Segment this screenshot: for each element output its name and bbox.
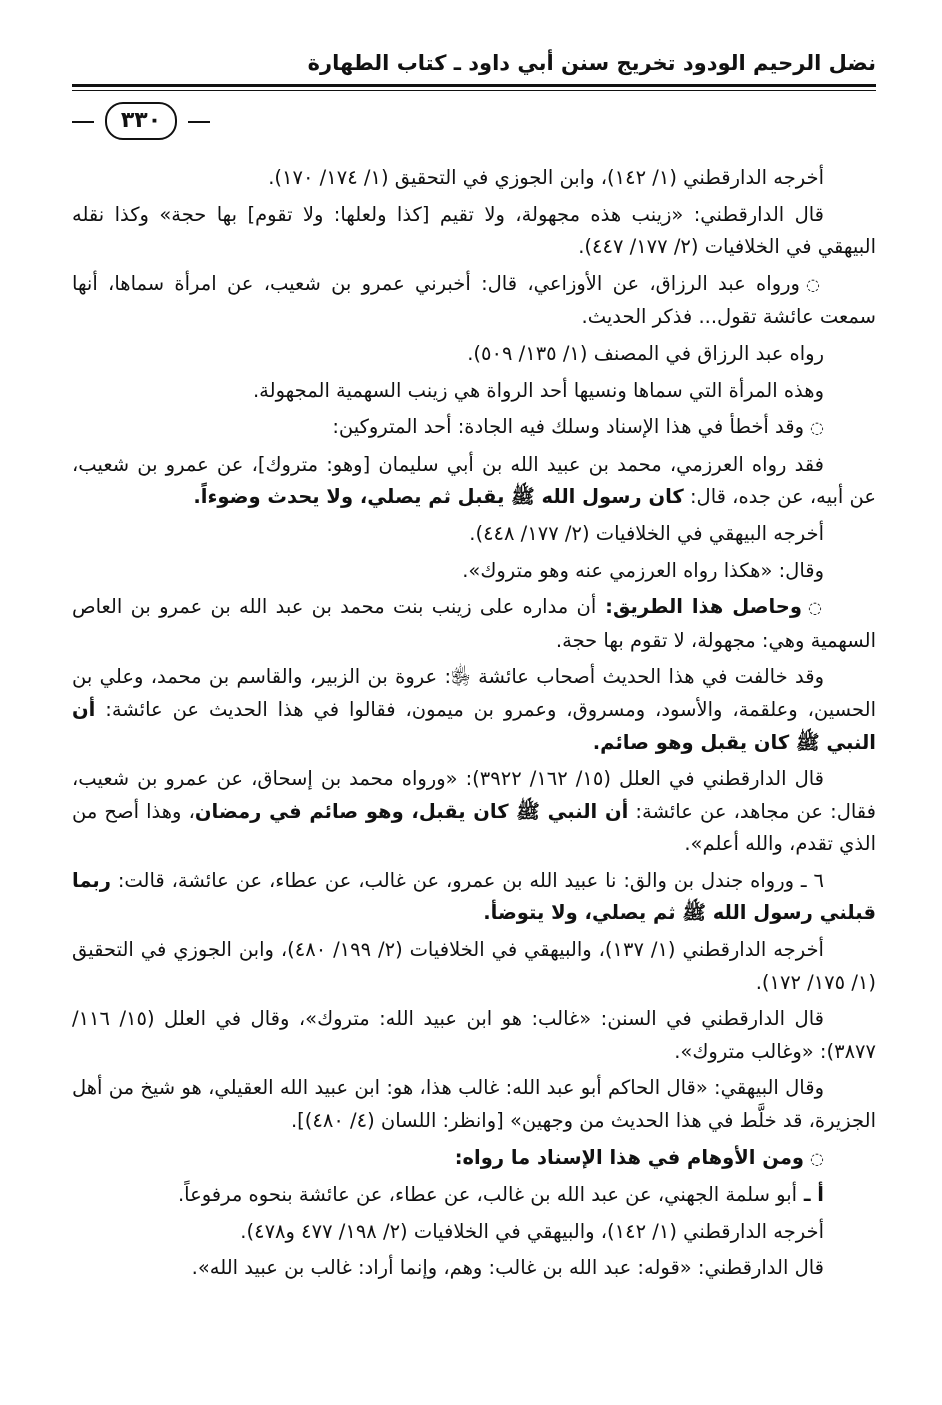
paragraph-8 — [72, 518, 876, 551]
page-body — [72, 162, 876, 1285]
paragraph-text: وقد أخطأ في هذا الإسناد وسلك فيه الجادة: أحد المتروكين: — [332, 415, 805, 439]
paragraph-text: ٦ ـ ورواه جندل بن والق: نا عبيد الله بن عمرو، عن غالب، عن عطاء، عن عائشة، قالت: — [110, 868, 824, 892]
paragraph-text: أخرجه البيهقي في الخلافيات (٢/ ١٧٧/ ٤٤٨). — [469, 521, 824, 545]
paragraph-3 — [72, 268, 876, 334]
section-lead: وحاصل هذا الطريق: — [596, 595, 802, 619]
hadith-text: أن النبي ﷺ كان يقبل، وهو صائم في رمضان — [194, 799, 629, 823]
section-lead: ومن الأوهام في هذا الإسناد ما رواه: — [454, 1145, 805, 1169]
paragraph-18 — [72, 1179, 876, 1212]
page-header — [72, 40, 876, 133]
paragraph-1 — [72, 162, 876, 195]
paragraph-20 — [72, 1252, 876, 1285]
paragraph-13 — [72, 865, 876, 930]
hadith-text: كان رسول الله ﷺ يقبل ثم يصلي، ولا يحدث وضوءاً. — [193, 485, 684, 509]
paragraph-15 — [72, 1003, 876, 1068]
paragraph-10 — [72, 591, 876, 657]
paragraph-text: أخرجه الدارقطني (١/ ١٤٢)، وابن الجوزي في التحقيق (١/ ١٧٤/ ١٧٠). — [268, 166, 824, 189]
paragraph-4 — [72, 338, 876, 371]
paragraph-11 — [72, 661, 876, 759]
header-rule-thick — [72, 84, 876, 87]
paragraph-text: رواه عبد الرزاق في المصنف (١/ ١٣٥/ ٥٠٩). — [467, 341, 824, 365]
paragraph-text: ، وهذا أصح من الذي تقدم، والله أعلم». — [72, 799, 876, 856]
paragraph-text: وهذه المرأة التي سماها ونسيها أحد الرواة هي زينب السهمية المجهولة. — [252, 378, 824, 402]
paragraph-text: قال الدارقطني في السنن: «غالب: هو ابن عبيد الله: متروك»، وقال في العلل (١٥/ ١١٦/ ٣٨٧٧): «وغالب متروك». — [72, 1007, 876, 1063]
paragraph-text: وقال: «هكذا رواه العرزمي عنه وهو متروك». — [462, 558, 824, 582]
ornament-line-left — [72, 121, 94, 123]
paragraph-16 — [72, 1072, 876, 1137]
paragraph-text: أخرجه الدارقطني (١/ ١٤٢)، والبيهقي في الخلافيات (٢/ ١٩٨/ ٤٧٧ و٤٧٨). — [240, 1219, 824, 1243]
paragraph-text: قال الدارقطني: «زينب هذه مجهولة، ولا تقيم [كذا ولعلها: ولا تقوم] بها حجة» وكذا نقله البيهقي في الخلافيات (٢/ ١٧٧/ ٤٤٧). — [72, 202, 876, 259]
paragraph-14 — [72, 934, 876, 999]
hadith-text: ربما قبلني رسول الله ﷺ ثم يصلي، ولا يتوضأ. — [72, 868, 876, 925]
page-number: ٣٣٠ — [105, 102, 177, 140]
bullet-icon: ◌ — [810, 1148, 824, 1168]
paragraph-text: قال الدارقطني: «قوله: عبد الله بن غالب: وهم، وإنما أراد: غالب بن عبيد الله». — [191, 1256, 824, 1280]
ornament-line-right — [188, 121, 210, 123]
paragraph-5 — [72, 375, 876, 408]
page-number-ornament — [72, 98, 210, 144]
paragraph-text: وقد خالفت في هذا الحديث أصحاب عائشة ﵂: عروة بن الزبير، والقاسم بن محمد، وعلي بن الحسين، وعلقمة، والأسود، ومسروق، وعمرو بن ميمون، فقالوا في هذا الحديث عن عائشة: — [72, 665, 876, 721]
paragraph-text: وقال البيهقي: «قال الحاكم أبو عبد الله: غالب هذا، هو: ابن عبيد الله العقيلي، هو شيخ من أهل الجزيرة، قد خلَّط في هذا الحديث من وجهين» [وانظر: اللسان (٤/ ٤٨٠)]. — [72, 1076, 876, 1133]
paragraph-7 — [72, 449, 876, 514]
paragraph-17 — [72, 1142, 876, 1176]
bullet-icon: ◌ — [810, 418, 824, 438]
paragraph-text: أخرجه الدارقطني (١/ ١٣٧)، والبيهقي في الخلافيات (٢/ ١٩٩/ ٤٨٠)، وابن الجوزي في التحقيق (١/ ١٧٥/ ١٧٢). — [72, 938, 876, 994]
paragraph-9 — [72, 555, 876, 588]
paragraph-text: قال الدارقطني في العلل (١٥/ ١٦٢/ ٣٩٢٢): «ورواه محمد بن إسحاق، عن عمرو بن شعيب، فقال: عن مجاهد، عن عائشة: — [72, 767, 876, 823]
paragraph-text: ورواه عبد الرزاق، عن الأوزاعي، قال: أخبرني عمرو بن شعيب، عن امرأة سماها، أنها سمعت عائشة تقول... فذكر الحديث. — [72, 271, 876, 329]
paragraph-6 — [72, 411, 876, 445]
header-rule-thin — [72, 90, 876, 91]
paragraph-12 — [72, 763, 876, 861]
hadith-text: أن النبي ﷺ كان يقبل وهو صائم. — [72, 697, 876, 754]
list-marker: أ ـ — [797, 1183, 824, 1207]
paragraph-text: فقد رواه العرزمي، محمد بن عبيد الله بن أبي سليمان [وهو: متروك]، عن عمرو بن شعيب، عن أبيه، عن جده، قال: — [72, 452, 876, 509]
paragraph-text: أن مداره على زينب بنت محمد بن عبد الله بن عمرو بن العاص السهمية وهي: مجهولة، لا تقوم بها حجة. — [72, 595, 876, 652]
running-title: نضل الرحيم الودود تخريج سنن أبي داود ـ كتاب الطهارة — [307, 51, 876, 75]
paragraph-19 — [72, 1216, 876, 1249]
paragraph-2 — [72, 199, 876, 264]
bullet-icon: ◌ — [805, 274, 824, 294]
paragraph-text: أبو سلمة الجهني، عن عبد الله بن غالب، عن عطاء، عن عائشة بنحوه مرفوعاً. — [177, 1183, 798, 1207]
bullet-icon: ◌ — [807, 598, 824, 618]
